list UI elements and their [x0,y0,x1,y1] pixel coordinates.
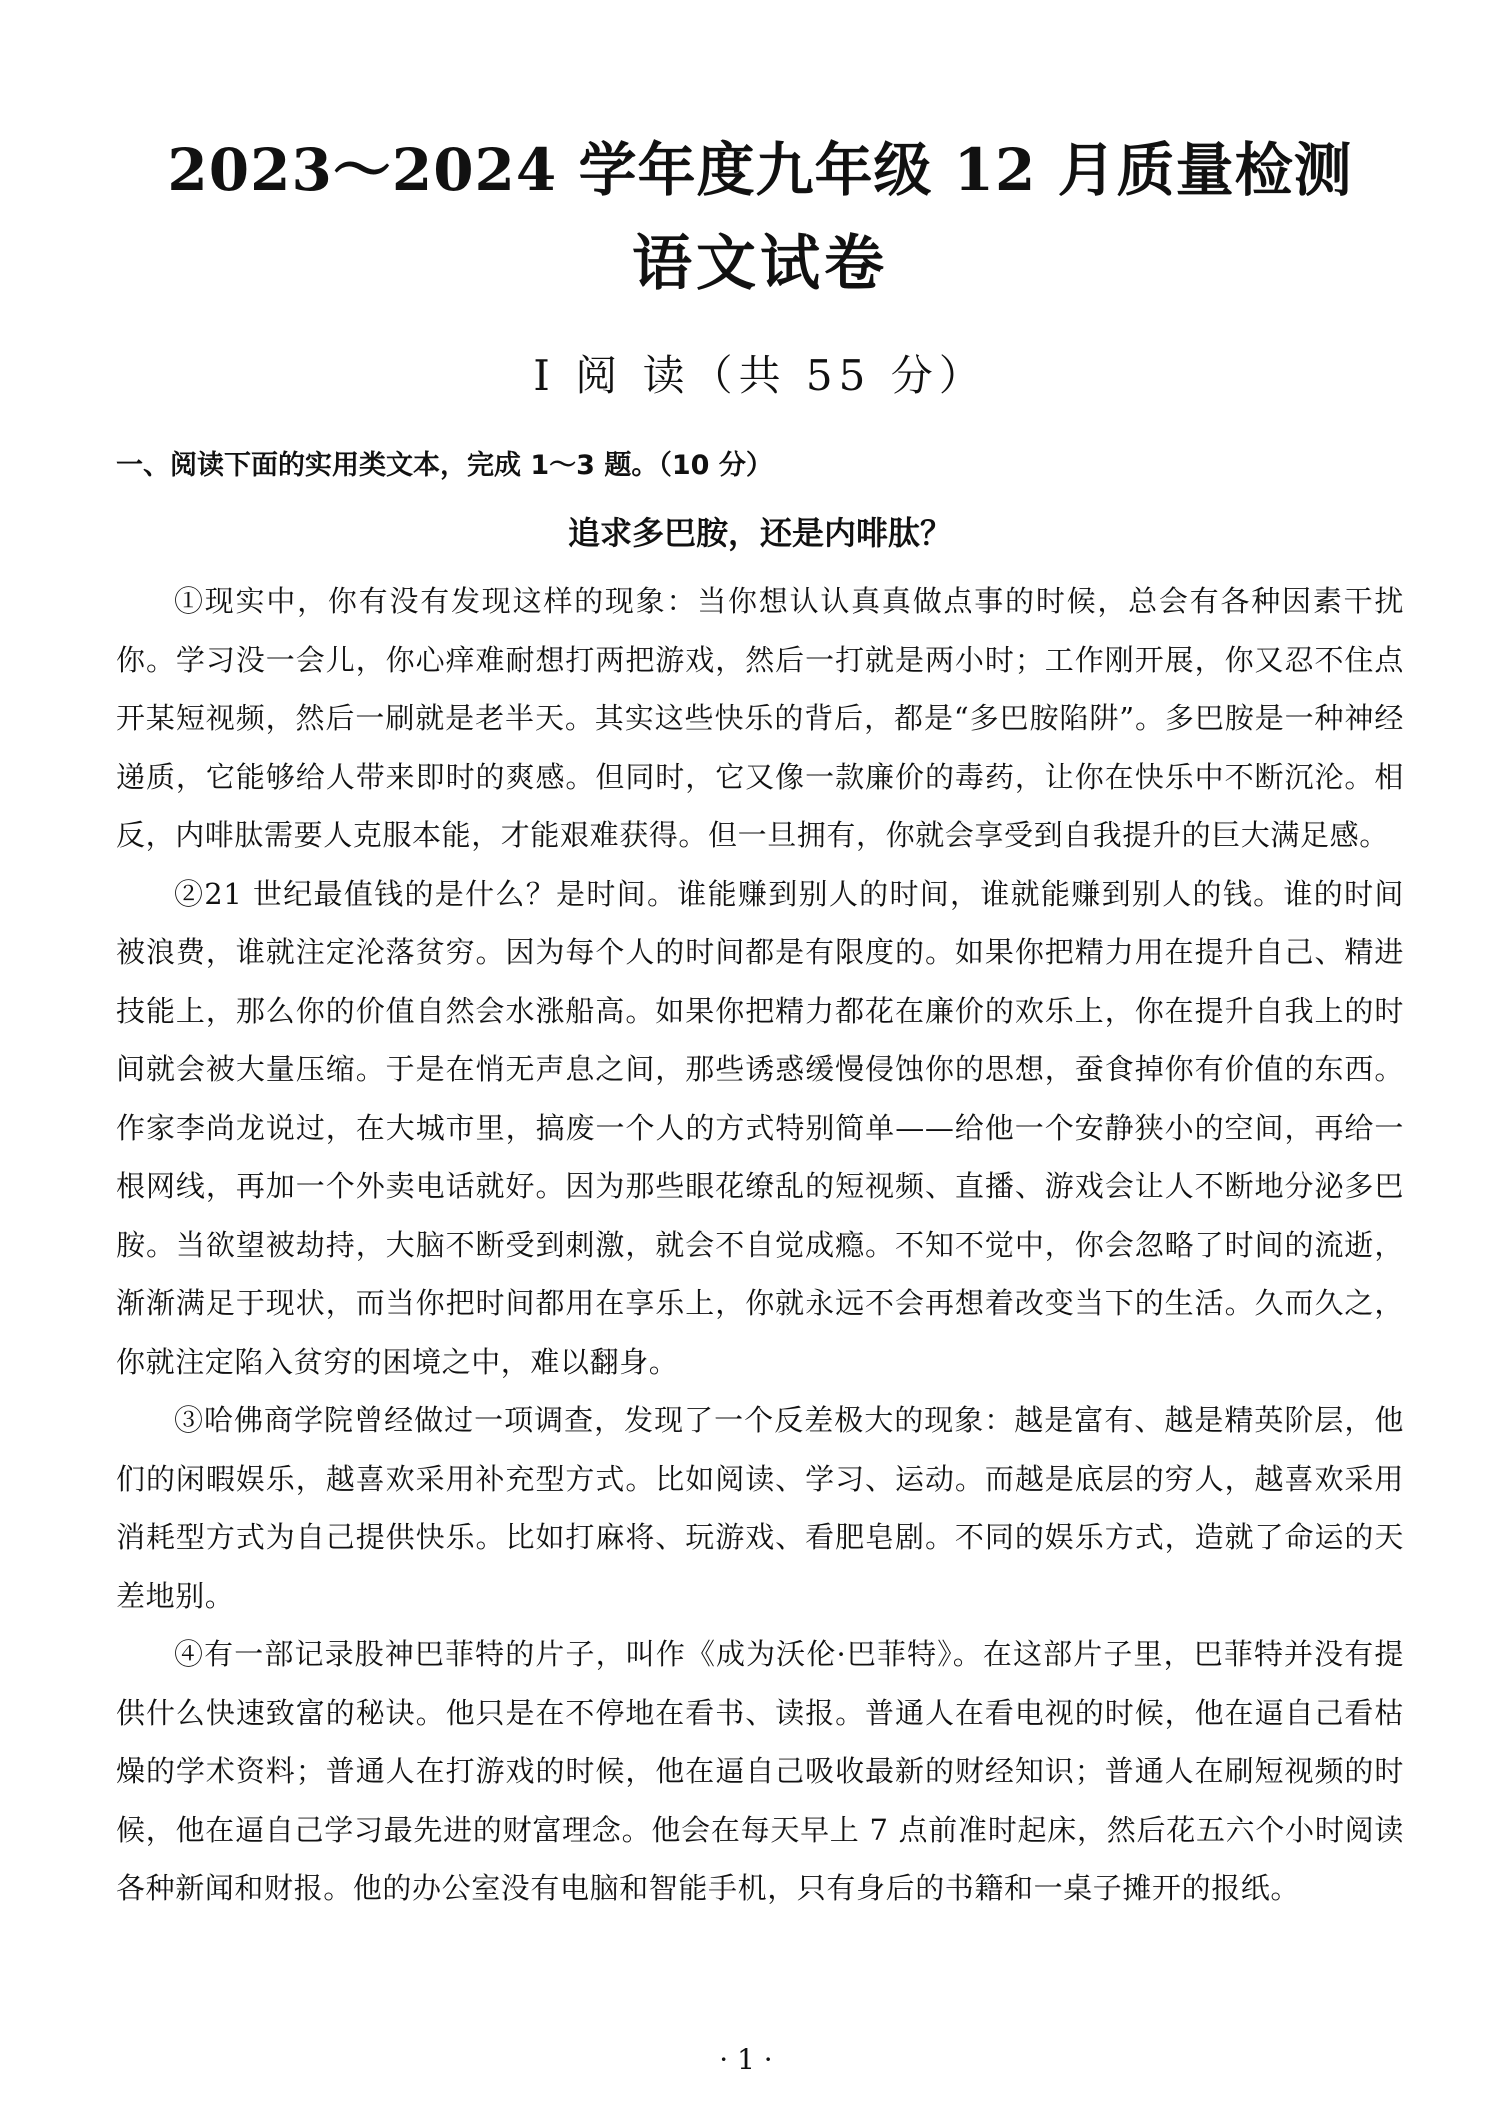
paragraph-1: ①现实中，你有没有发现这样的现象：当你想认认真真做点事的时候，总会有各种因素干扰你。学习没一会儿，你心痒难耐想打两把游戏，然后一打就是两小时；工作刚开展，你又忍不住点开某短视频，然后一刷就是老半天。其实这些快乐的背后，都是“多巴胺陷阱”。多巴胺是一种神经递质，它能够给人带来即时的爽感。但同时，它又像一款廉价的毒药，让你在快乐中不断沉沦。相反，内啡肽需要人克服本能，才能艰难获得。但一旦拥有，你就会享受到自我提升的巨大满足感。 [116,584,1404,852]
section-heading: 一、阅读下面的实用类文本，完成 1～3 题。（10 分） [116,450,773,481]
paragraph-2: ②21 世纪最值钱的是什么？是时间。谁能赚到别人的时间，谁就能赚到别人的钱。谁的时间被浪费，谁就注定沦落贫穷。因为每个人的时间都是有限度的。如果你把精力用在提升自己、精进技能上，那么你的价值自然会水涨船高。如果你把精力都花在廉价的欢乐上，你在提升自我上的时间就会被大量压缩。于是在悄无声息之间，那些诱惑缓慢侵蚀你的思想，蚕食掉你有价值的东西。作家李尚龙说过，在大城市里，搞废一个人的方式特别简单——给他一个安静狭小的空间，再给一根网线，再加一个外卖电话就好。因为那些眼花缭乱的短视频、直播、游戏会让人不断地分泌多巴胺。当欲望被劫持，大脑不断受到刺激，就会不自觉成瘾。不知不觉中，你会忽略了时间的流逝，渐渐满足于现状，而当你把时间都用在享乐上，你就永远不会再想着改变当下的生活。久而久之，你就注定陷入贫穷的困境之中，难以翻身。 [116,876,1404,1379]
paragraph-4: ④有一部记录股神巴菲特的片子，叫作《成为沃伦·巴菲特》。在这部片子里，巴菲特并没有提供什么快速致富的秘诀。他只是在不停地在看书、读报。普通人在看电视的时候，他在逼自己看枯燥的学术资料；普通人在打游戏的时候，他在逼自己吸收最新的财经知识；普通人在刷短视频的时候，他在逼自己学习最先进的财富理念。他会在每天早上 7 点前准时起床，然后花五六个小时阅读各种新闻和财报。他的办公室没有电脑和智能手机，只有身后的书籍和一桌子摊开的报纸。 [116,1637,1404,1905]
paragraph-3: ③哈佛商学院曾经做过一项调查，发现了一个反差极大的现象：越是富有、越是精英阶层，他们的闲暇娱乐，越喜欢采用补充型方式。比如阅读、学习、运动。而越是底层的穷人，越喜欢采用消耗型方式为自己提供快乐。比如打麻将、玩游戏、看肥皂剧。不同的娱乐方式，造就了命运的天差地别。 [116,1403,1404,1613]
exam-title: 2023～2024 学年度九年级 12 月质量检测 [167,136,1353,204]
subject-title: 语文试卷 [632,229,888,299]
article-body [116,572,1404,1918]
part-title: Ⅰ 阅 读（共 55 分） [533,351,987,400]
page-number: · 1 · [719,2043,773,2076]
article-title: 追求多巴胺，还是内啡肽？ [567,514,952,552]
